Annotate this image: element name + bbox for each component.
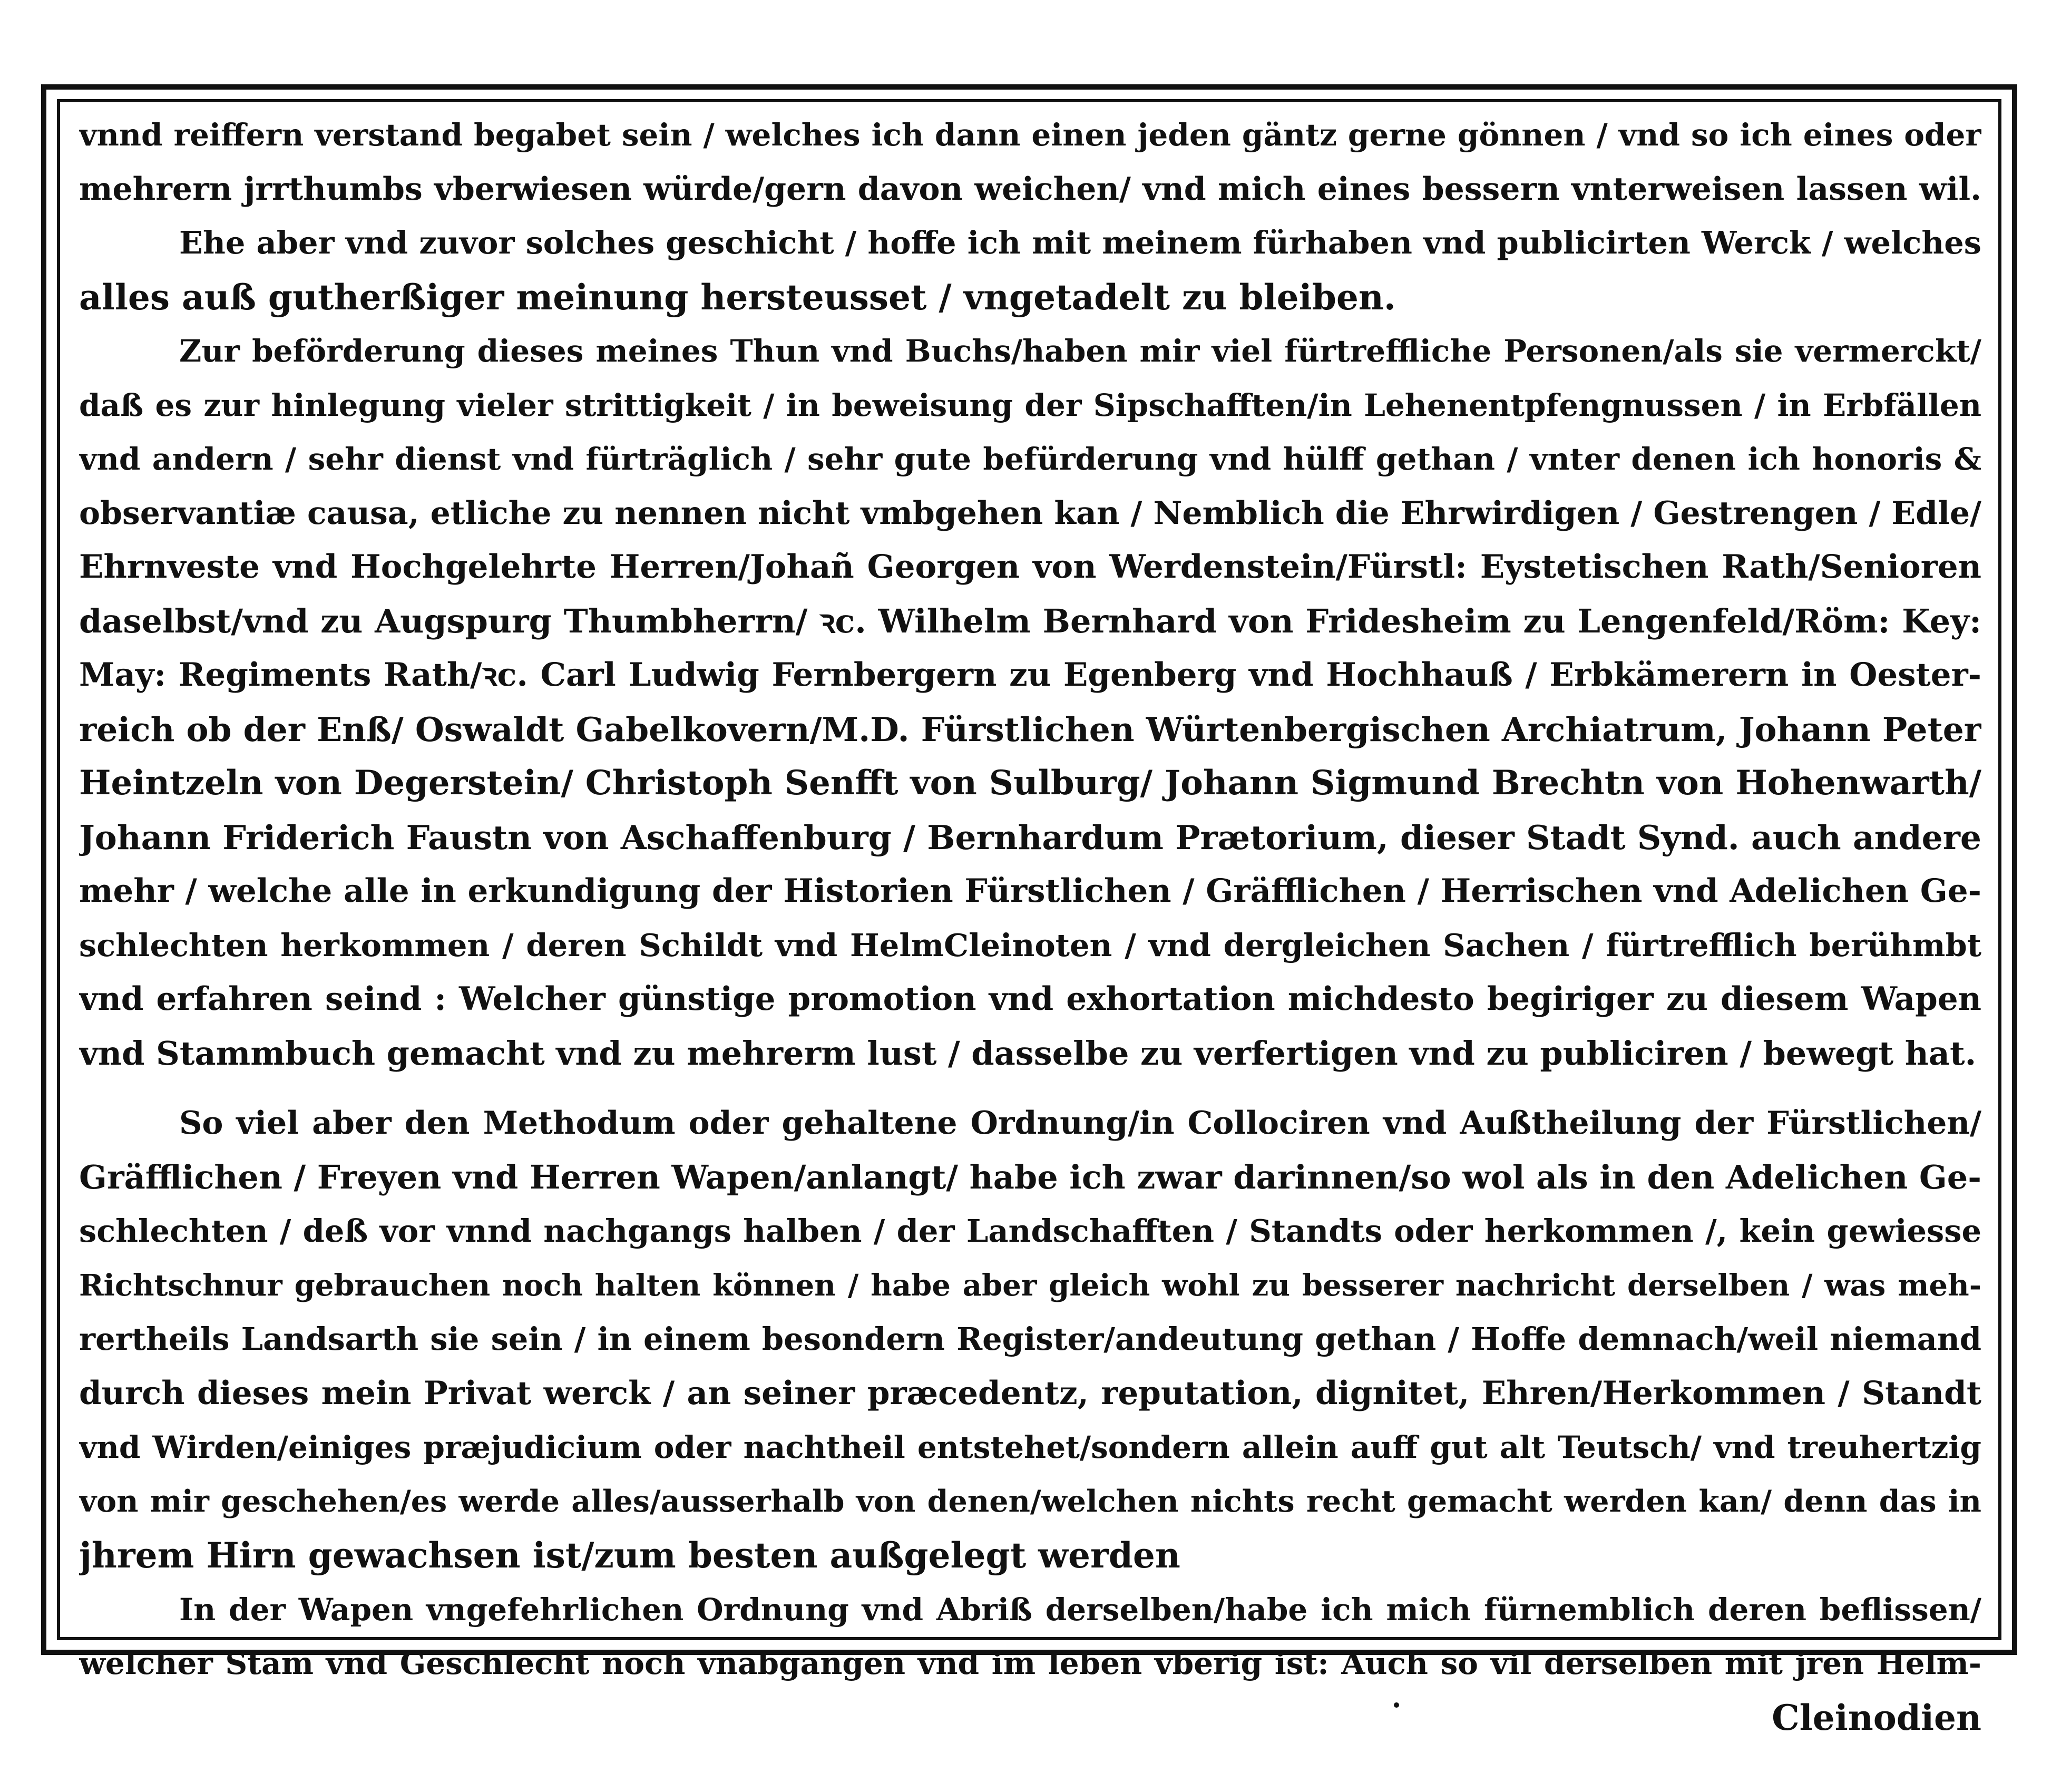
text-line: schlechten / deß vor vnnd nachgangs halben / der Landschafften / Standts oder herkommen /, kein gewiesse <box>79 1213 1981 1249</box>
text-line: observantiæ causa, etliche zu nennen nicht vmbgehen kan / Nemblich die Ehrwirdigen / Gestrengen / Edle/ <box>79 494 1981 532</box>
text-line: welcher Stam vnd Geschlecht noch vnabgangen vnd im leben vberig ist: Auch so vil derselben mit jren Helm- <box>79 1645 1981 1681</box>
text-line: Johann Friderich Faustn von Aschaffenburg / Bernhardum Prætorium, dieser Stadt Synd. auch andere <box>79 817 1981 857</box>
text-line: vnnd reiffern verstand begabet sein / welches ich dann einen jeden gäntz gerne gönnen / vnd so ich eines oder <box>79 117 1981 153</box>
text-line: daselbst/vnd zu Augspurg Thumbherrn/ ꝛc. Wilhelm Bernhard von Fridesheim zu Lengenfeld/Röm: Key: <box>79 601 1981 640</box>
text-line: mehrern jrrthumbs vberwiesen würde/gern davon weichen/ vnd mich eines bessern vnterweisen lassen wil. <box>79 170 1981 208</box>
text-line: schlechten herkommen / deren Schildt vnd HelmCleinoten / vnd dergleichen Sachen / fürtrefflich berühmbt <box>79 927 1981 963</box>
text-line: alles auß gutherßiger meinung hersteusset / vngetadelt zu bleiben. <box>79 276 1396 318</box>
text-line: Heintzeln von Degerstein/ Christoph Senfft von Sulburg/ Johann Sigmund Brechtn von Hohenwarth/ <box>79 763 1981 803</box>
text-line: May: Regiments Rath/ꝛc. Carl Ludwig Fernbergern zu Egenberg vnd Hochhauß / Erbkämerern in Oester- <box>79 656 1981 694</box>
text-line: vnd Stammbuch gemacht vnd zu mehrerm lust / dasselbe zu verfertigen vnd zu publiciren / bewegt hat. <box>79 1034 1977 1073</box>
text-line: In der Wapen vngefehrlichen Ordnung vnd Abriß derselben/habe ich mich fürnemblich deren beflissen/ <box>179 1591 1981 1628</box>
ink-speck <box>1394 1702 1399 1708</box>
text-line: Gräfflichen / Freyen vnd Herren Wapen/anlangt/ habe ich zwar darinnen/so wol als in den Adelichen Ge- <box>79 1157 1981 1196</box>
text-line: Ehe aber vnd zuvor solches geschicht / hoffe ich mit meinem fürhaben vnd publicirten Werck / welches <box>179 225 1981 261</box>
text-line: reich ob der Enß/ Oswaldt Gabelkovern/M.D. Fürstlichen Würtenbergischen Archiatrum, Johann Peter <box>79 709 1981 749</box>
text-line: durch dieses mein Privat werck / an seiner præcedentz, reputation, dignitet, Ehren/Herkommen / Standt <box>79 1374 1981 1412</box>
text-line: mehr / welche alle in erkundigung der Historien Fürstlichen / Gräfflichen / Herrischen vnd Adelichen Ge- <box>79 872 1981 910</box>
text-line: jhrem Hirn gewachsen ist/zum besten außgelegt werden <box>79 1535 1180 1576</box>
text-line: von mir geschehen/es werde alles/ausserhalb von denen/welchen nichts recht gemacht werden kan/ denn das in <box>79 1483 1981 1519</box>
text-block <box>79 108 1981 1738</box>
text-line: vnd Wirden/einiges præjudicium oder nachtheil entstehet/sondern allein auff gut alt Teutsch/ vnd treuhertzig <box>79 1429 1981 1465</box>
text-line: Ehrnveste vnd Hochgelehrte Herren/Johañ Georgen von Werdenstein/Fürstl: Eystetischen Rath/Senioren <box>79 548 1981 586</box>
text-line: vnd andern / sehr dienst vnd fürträglich / sehr gute befürderung vnd hülff gethan / vnter denen ich honoris & <box>79 441 1981 477</box>
text-line: Richtschnur gebrauchen noch halten können / habe aber gleich wohl zu besserer nachricht derselben / was meh- <box>79 1268 1981 1303</box>
text-line: daß es zur hinlegung vieler strittigkeit / in beweisung der Sipschafften/in Lehenentpfengnussen / in Erbfällen <box>79 387 1981 423</box>
catchword: Cleinodien <box>1772 1697 1981 1738</box>
text-line: Zur beförderung dieses meines Thun vnd Buchs/haben mir viel fürtreffliche Personen/als sie vermerckt/ <box>179 333 1981 369</box>
text-line: vnd erfahren seind : Welcher günstige promotion vnd exhortation michdesto begiriger zu diesem Wapen <box>79 980 1981 1018</box>
text-line: rertheils Landsarth sie sein / in einem besondern Register/andeutung gethan / Hoffe demnach/weil niemand <box>79 1321 1981 1357</box>
text-line: So viel aber den Methodum oder gehaltene Ordnung/in Collociren vnd Außtheilung der Fürstlichen/ <box>179 1105 1981 1142</box>
